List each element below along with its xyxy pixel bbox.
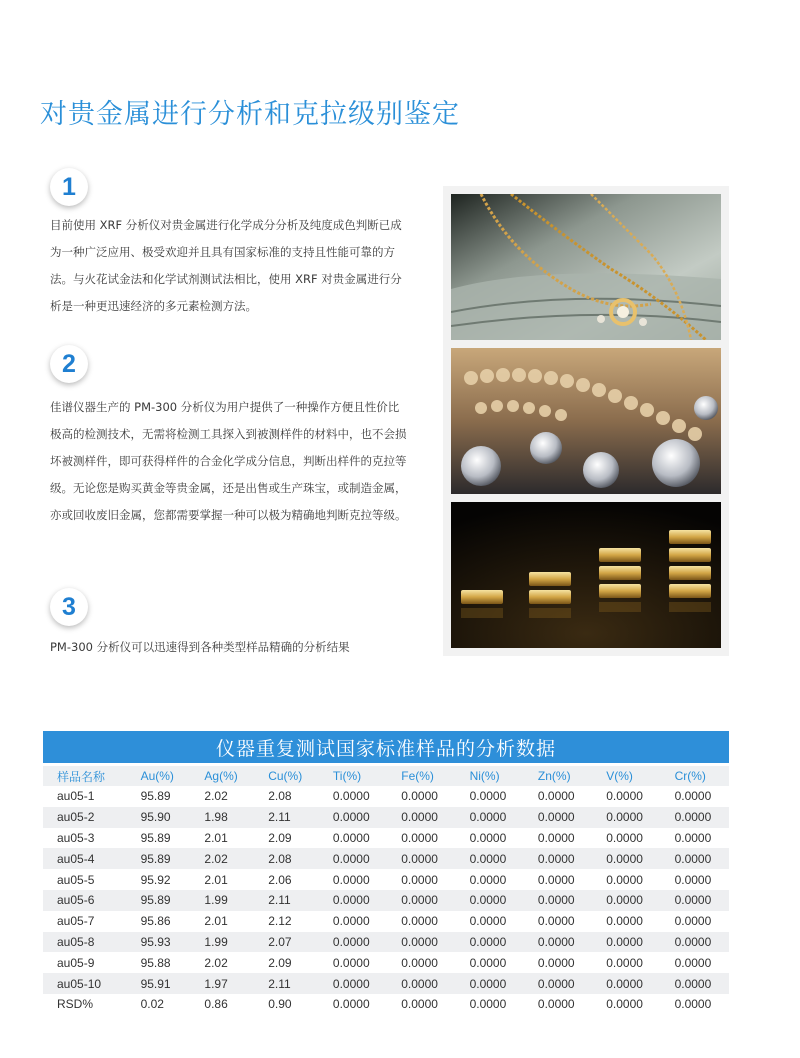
table-cell: au05-3 bbox=[43, 828, 127, 849]
column-header: Ti(%) bbox=[319, 766, 387, 786]
table-cell: 0.0000 bbox=[319, 973, 387, 994]
table-cell: 0.02 bbox=[127, 994, 191, 1015]
table-cell: 0.0000 bbox=[524, 848, 592, 869]
table-cell: 0.0000 bbox=[319, 848, 387, 869]
table-cell: 0.0000 bbox=[524, 828, 592, 849]
table-cell: au05-7 bbox=[43, 911, 127, 932]
table-cell: 95.89 bbox=[127, 848, 191, 869]
page-title: 对贵金属进行分析和克拉级别鉴定 bbox=[40, 99, 460, 130]
table-cell: au05-5 bbox=[43, 869, 127, 890]
table-cell: 0.0000 bbox=[524, 911, 592, 932]
table-cell: 0.86 bbox=[190, 994, 254, 1015]
table-cell: 0.0000 bbox=[592, 932, 660, 953]
table-cell: 0.0000 bbox=[592, 869, 660, 890]
table-cell: 0.0000 bbox=[592, 848, 660, 869]
column-header: V(%) bbox=[592, 766, 660, 786]
table-cell: 0.0000 bbox=[319, 911, 387, 932]
table-cell: 2.02 bbox=[190, 848, 254, 869]
table-row bbox=[43, 828, 729, 849]
table-row bbox=[43, 952, 729, 973]
step-number-badge: 3 bbox=[50, 588, 88, 626]
table-cell: 95.88 bbox=[127, 952, 191, 973]
table-cell: 0.0000 bbox=[456, 890, 524, 911]
table-cell: 0.0000 bbox=[319, 828, 387, 849]
table-cell: 95.93 bbox=[127, 932, 191, 953]
table-cell: 0.0000 bbox=[661, 890, 729, 911]
analysis-data-table bbox=[43, 766, 729, 1015]
table-cell: 2.06 bbox=[254, 869, 319, 890]
table-row bbox=[43, 994, 729, 1015]
table-cell: au05-6 bbox=[43, 890, 127, 911]
table-title-banner: 仪器重复测试国家标准样品的分析数据 bbox=[43, 731, 729, 763]
table-cell: 0.0000 bbox=[387, 932, 455, 953]
table-cell: 0.0000 bbox=[524, 807, 592, 828]
column-header: Zn(%) bbox=[524, 766, 592, 786]
table-cell: 0.0000 bbox=[524, 973, 592, 994]
table-cell: 0.0000 bbox=[387, 890, 455, 911]
table-cell: 0.0000 bbox=[661, 848, 729, 869]
step-paragraph: 目前使用 XRF 分析仪对贵金属进行化学成分分析及纯度成色判断已成为一种广泛应用、极受欢迎并且具有国家标准的支持且性能可靠的方法。与火花试金法和化学试剂测试法相比，使用 XRF 对贵金属进行分析是一种更迅速经济的多元素检测方法。 bbox=[50, 218, 402, 313]
table-cell: 95.89 bbox=[127, 890, 191, 911]
table-cell: 0.0000 bbox=[592, 890, 660, 911]
table-cell: 0.0000 bbox=[456, 848, 524, 869]
table-cell: 0.0000 bbox=[524, 932, 592, 953]
table-cell: 1.98 bbox=[190, 807, 254, 828]
table-cell: au05-4 bbox=[43, 848, 127, 869]
table-cell: 0.0000 bbox=[456, 973, 524, 994]
table-cell: 0.0000 bbox=[661, 952, 729, 973]
column-header: Au(%) bbox=[127, 766, 191, 786]
table-cell: au05-2 bbox=[43, 807, 127, 828]
table-cell: 0.0000 bbox=[592, 911, 660, 932]
table-cell: 0.0000 bbox=[592, 973, 660, 994]
table-cell: 95.92 bbox=[127, 869, 191, 890]
table-cell: 2.08 bbox=[254, 848, 319, 869]
table-cell: 0.0000 bbox=[456, 952, 524, 973]
gold-necklace-photo bbox=[451, 194, 721, 340]
table-row bbox=[43, 848, 729, 869]
table-cell: 2.02 bbox=[190, 786, 254, 807]
table-cell: 0.0000 bbox=[524, 994, 592, 1015]
table-row bbox=[43, 890, 729, 911]
pearls-diamonds-photo bbox=[451, 348, 721, 494]
table-cell: 0.0000 bbox=[456, 911, 524, 932]
table-cell: 0.0000 bbox=[524, 890, 592, 911]
table-cell: 2.09 bbox=[254, 828, 319, 849]
table-cell: 0.0000 bbox=[387, 828, 455, 849]
gold-bars-photo bbox=[451, 502, 721, 648]
table-cell: 0.0000 bbox=[661, 807, 729, 828]
column-header: 样品名称 bbox=[43, 766, 127, 786]
table-cell: 0.0000 bbox=[661, 973, 729, 994]
table-cell: 0.0000 bbox=[319, 952, 387, 973]
table-cell: au05-1 bbox=[43, 786, 127, 807]
table-cell: 2.07 bbox=[254, 932, 319, 953]
table-cell: 95.86 bbox=[127, 911, 191, 932]
table-row bbox=[43, 869, 729, 890]
table-cell: 2.01 bbox=[190, 869, 254, 890]
table-cell: 95.89 bbox=[127, 828, 191, 849]
table-cell: 95.89 bbox=[127, 786, 191, 807]
table-row bbox=[43, 807, 729, 828]
table-cell: 0.0000 bbox=[661, 828, 729, 849]
photo-column bbox=[443, 186, 729, 656]
table-cell: 0.0000 bbox=[319, 807, 387, 828]
step-number-badge: 1 bbox=[50, 168, 88, 206]
table-cell: 0.0000 bbox=[387, 994, 455, 1015]
table-cell: 0.0000 bbox=[524, 952, 592, 973]
table-cell: 0.0000 bbox=[387, 973, 455, 994]
table-cell: 1.99 bbox=[190, 932, 254, 953]
table-cell: 0.0000 bbox=[661, 869, 729, 890]
table-cell: 0.0000 bbox=[592, 786, 660, 807]
table-cell: au05-10 bbox=[43, 973, 127, 994]
table-cell: 0.0000 bbox=[456, 932, 524, 953]
table-cell: 0.0000 bbox=[387, 786, 455, 807]
table-cell: 2.11 bbox=[254, 973, 319, 994]
table-cell: 0.0000 bbox=[387, 848, 455, 869]
table-cell: 0.0000 bbox=[456, 869, 524, 890]
table-row bbox=[43, 932, 729, 953]
table-cell: 0.0000 bbox=[592, 994, 660, 1015]
table-cell: 0.0000 bbox=[592, 952, 660, 973]
table-cell: 0.0000 bbox=[319, 786, 387, 807]
table-cell: 2.09 bbox=[254, 952, 319, 973]
table-cell: 0.0000 bbox=[524, 786, 592, 807]
table-cell: 0.0000 bbox=[387, 807, 455, 828]
table-cell: 0.0000 bbox=[387, 911, 455, 932]
table-cell: 0.0000 bbox=[319, 869, 387, 890]
table-cell: 0.0000 bbox=[319, 994, 387, 1015]
table-row bbox=[43, 973, 729, 994]
table-cell: au05-9 bbox=[43, 952, 127, 973]
table-cell: 1.99 bbox=[190, 890, 254, 911]
table-cell: 0.0000 bbox=[661, 786, 729, 807]
table-cell: 0.0000 bbox=[387, 952, 455, 973]
table-cell: 0.0000 bbox=[661, 932, 729, 953]
table-cell: 0.0000 bbox=[661, 994, 729, 1015]
table-cell: 95.91 bbox=[127, 973, 191, 994]
table-cell: 0.0000 bbox=[524, 869, 592, 890]
table-cell: 0.0000 bbox=[456, 994, 524, 1015]
table-cell: 2.11 bbox=[254, 890, 319, 911]
table-cell: RSD% bbox=[43, 994, 127, 1015]
step-paragraph: PM-300 分析仪可以迅速得到各种类型样品精确的分析结果 bbox=[50, 640, 350, 654]
table-cell: 95.90 bbox=[127, 807, 191, 828]
table-cell: 0.0000 bbox=[319, 932, 387, 953]
table-cell: 0.0000 bbox=[456, 828, 524, 849]
column-header: Ni(%) bbox=[456, 766, 524, 786]
table-cell: 2.11 bbox=[254, 807, 319, 828]
table-cell: 2.08 bbox=[254, 786, 319, 807]
table-cell: 0.0000 bbox=[319, 890, 387, 911]
table-cell: 0.0000 bbox=[456, 786, 524, 807]
table-row bbox=[43, 911, 729, 932]
table-cell: 2.01 bbox=[190, 911, 254, 932]
table-cell: 0.0000 bbox=[592, 807, 660, 828]
step-paragraph: 佳谱仪器生产的 PM-300 分析仪为用户提供了一种操作方便且性价比极高的检测技术，无需将检测工具探入到被测样件的材料中，也不会损坏被测样件，即可获得样件的合金化学成分信息，判断出样件的克拉等级。无论您是购买黄金等贵金属，还是出售或生产珠宝，或制造金属，亦或回收废旧金属，您都需要掌握一种可以极为精确地判断克拉等级。 bbox=[50, 400, 407, 522]
table-row bbox=[43, 786, 729, 807]
column-header: Ag(%) bbox=[190, 766, 254, 786]
table-cell: 0.0000 bbox=[592, 828, 660, 849]
step-number-badge: 2 bbox=[50, 345, 88, 383]
table-cell: 0.0000 bbox=[387, 869, 455, 890]
table-cell: 1.97 bbox=[190, 973, 254, 994]
table-cell: 0.90 bbox=[254, 994, 319, 1015]
table-cell: 2.02 bbox=[190, 952, 254, 973]
table-cell: 2.12 bbox=[254, 911, 319, 932]
column-header: Fe(%) bbox=[387, 766, 455, 786]
column-header: Cu(%) bbox=[254, 766, 319, 786]
table-cell: au05-8 bbox=[43, 932, 127, 953]
table-cell: 0.0000 bbox=[661, 911, 729, 932]
table-cell: 0.0000 bbox=[456, 807, 524, 828]
table-cell: 2.01 bbox=[190, 828, 254, 849]
table-header-row bbox=[43, 766, 729, 786]
column-header: Cr(%) bbox=[661, 766, 729, 786]
